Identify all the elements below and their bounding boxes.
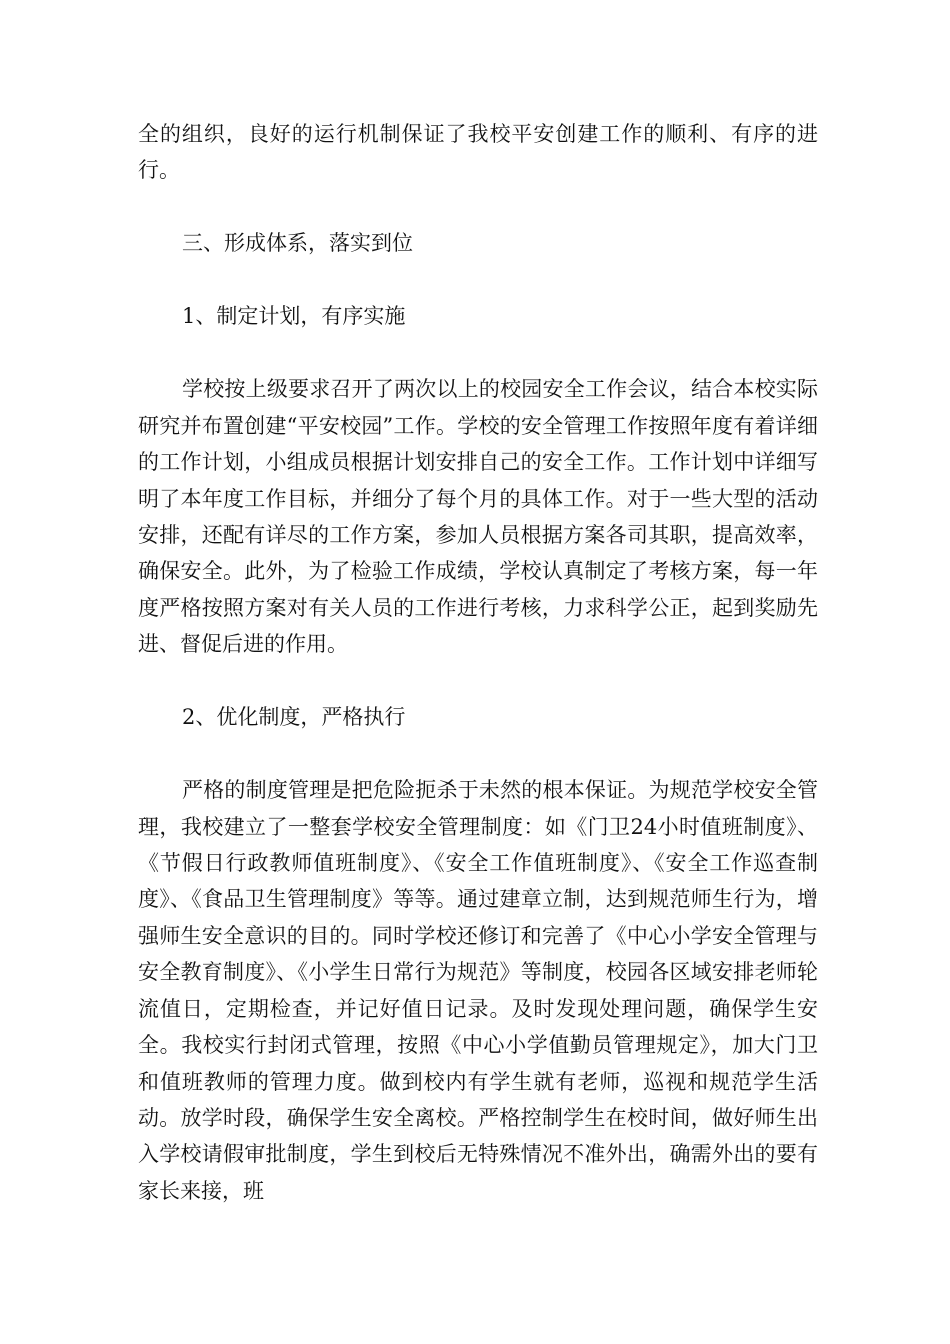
paragraph-regulations: 严格的制度管理是把危险扼杀于未然的根本保证。为规范学校安全管理，我校建立了一整套学校安全管理制度：如《门卫24小时值班制度》、《节假日行政教师值班制度》、《安全工作值班制度》、《安全工作巡查制度》、《食品卫生管理制度》等等。通过建章立制，达到规范师生行为，增强师生安全意识的目的。同时学校还修订和完善了《中心小学安全管理与安全教育制度》、《小学生日常行为规范》等制度，校园各区域安排老师轮流值日，定期检查，并记好值日记录。及时发现处理问题，确保学生安全。我校实行封闭式管理，按照《中心小学值勤员管理规定》，加大门卫和值班教师的管理力度。做到校内有学生就有老师，巡视和规范学生活动。放学时段，确保学生安全离校。严格控制学生在校时间，做好师生出入学校请假审批制度，学生到校后无特殊情况不准外出，确需外出的要有家长来接，班 [138,778,818,1203]
paragraph-continuation: 全的组织，良好的运行机制保证了我校平安创建工作的顺利、有序的进行。 [138,122,818,183]
section-heading-3: 三、形成体系，落实到位 [182,231,413,256]
subsection-heading-2: 2、优化制度，严格执行 [182,705,406,730]
subsection-heading-1: 1、制定计划，有序实施 [182,304,406,329]
document-body [138,116,818,1209]
paragraph-planning: 学校按上级要求召开了两次以上的校园安全工作会议，结合本校实际研究并布置创建“平安校园”工作。学校的安全管理工作按照年度有着详细的工作计划，小组成员根据计划安排自己的安全工作。工作计划中详细写明了本年度工作目标，并细分了每个月的具体工作。对于一些大型的活动安排，还配有详尽的工作方案，参加人员根据方案各司其职，提高效率，确保安全。此外，为了检验工作成绩，学校认真制定了考核方案，每一年度严格按照方案对有关人员的工作进行考核，力求科学公正，起到奖励先进、督促后进的作用。 [138,377,818,657]
